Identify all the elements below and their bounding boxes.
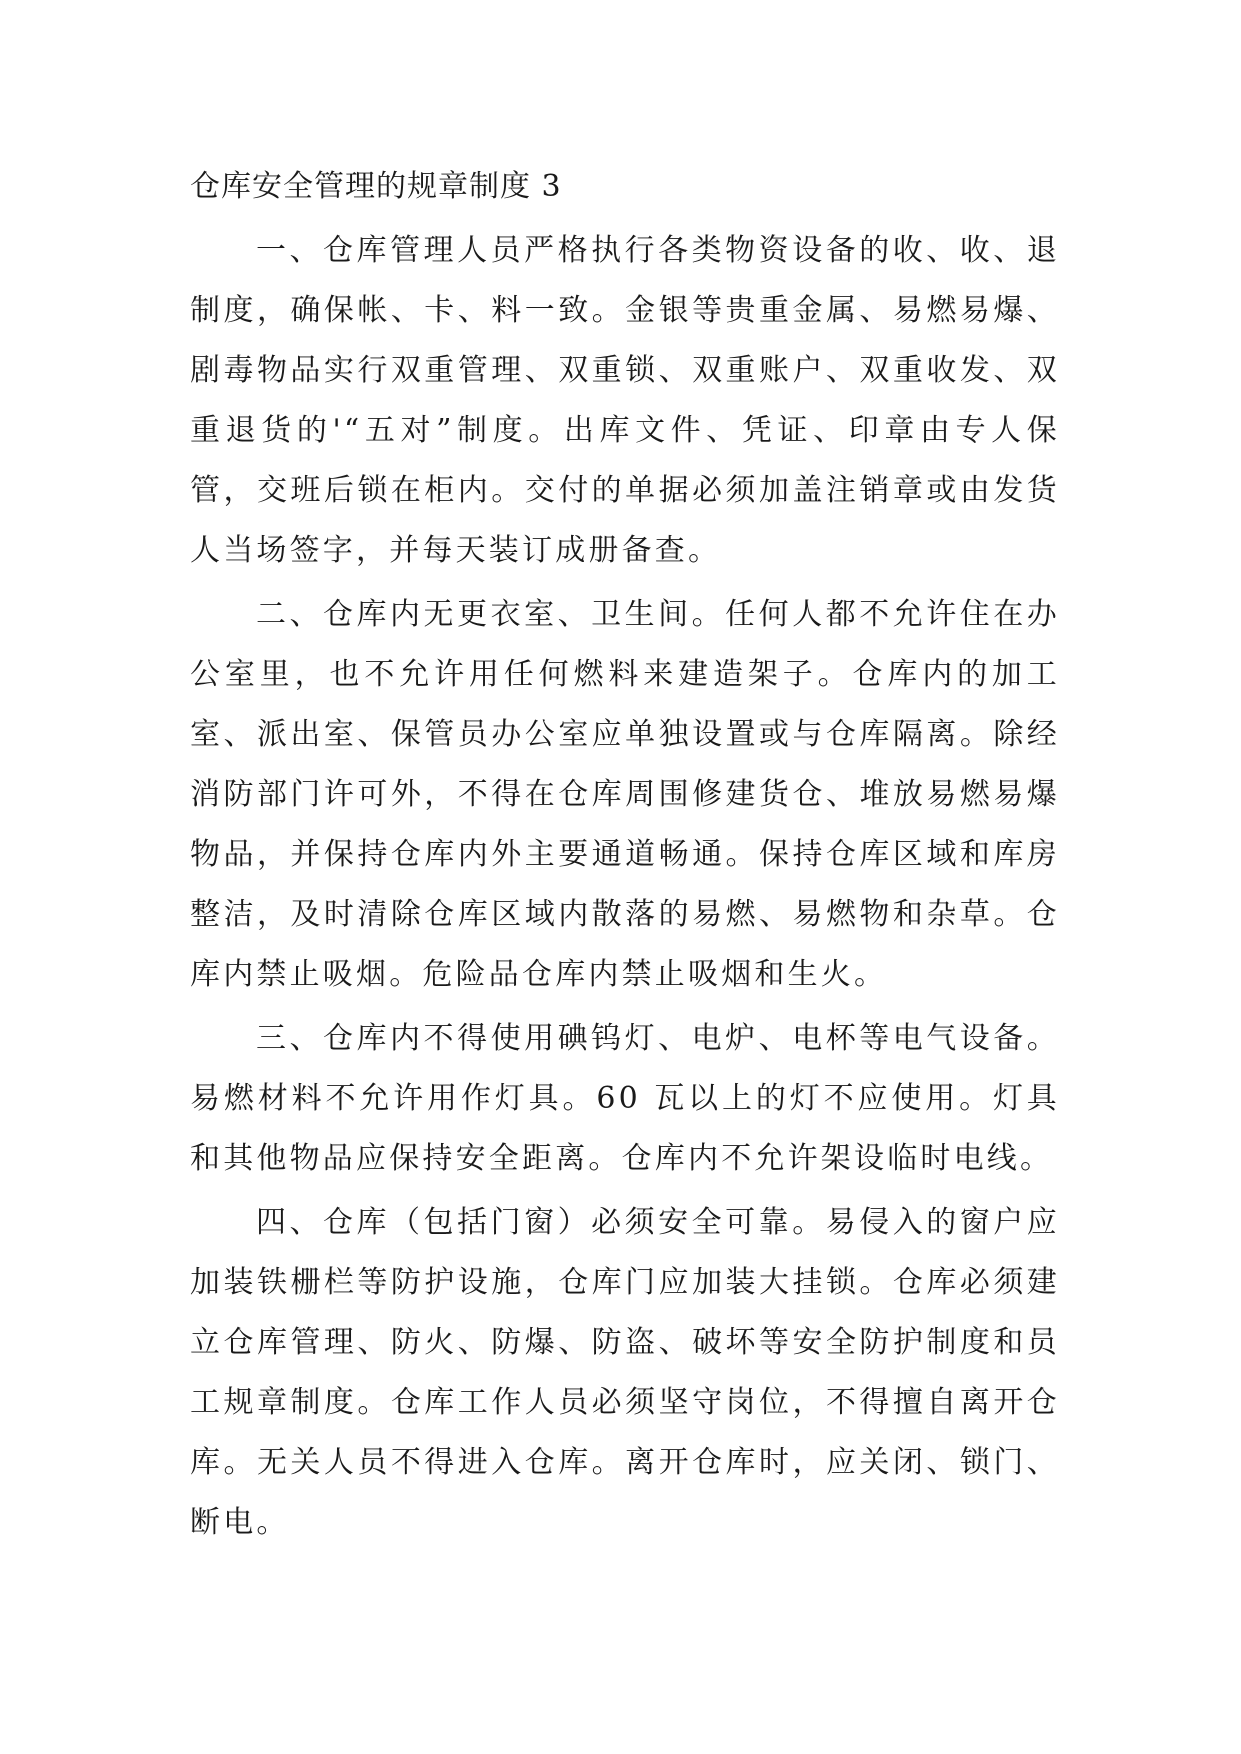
paragraph-2: 二、仓库内无更衣室、卫生间。任何人都不允许住在办公室里，也不允许用任何燃料来建造架子。仓库内的加工室、派出室、保管员办公室应单独设置或与仓库隔离。除经消防部门许可外，不得在仓库周围修建货仓、堆放易燃易爆物品，并保持仓库内外主要通道畅通。保持仓库区域和库房整洁，及时清除仓库区域内散落的易燃、易燃物和杂草。仓库内禁止吸烟。危险品仓库内禁止吸烟和生火。 <box>190 597 1060 992</box>
paragraph-4: 四、仓库（包括门窗）必须安全可靠。易侵入的窗户应加装铁栅栏等防护设施，仓库门应加装大挂锁。仓库必须建立仓库管理、防火、防爆、防盗、破坏等安全防护制度和员工规章制度。仓库工作人员必须坚守岗位，不得擅自离开仓库。无关人员不得进入仓库。离开仓库时，应关闭、锁门、断电。 <box>190 1205 1060 1540</box>
document-title: 仓库安全管理的规章制度 3 <box>190 169 562 204</box>
paragraph-3: 三、仓库内不得使用碘钨灯、电炉、电杯等电气设备。易燃材料不允许用作灯具。60 瓦以上的灯不应使用。灯具和其他物品应保持安全距离。仓库内不允许架设临时电线。 <box>190 1021 1060 1176</box>
document-body <box>190 157 1060 1557</box>
paragraph-1: 一、仓库管理人员严格执行各类物资设备的收、收、退制度，确保帐、卡、料一致。金银等贵重金属、易燃易爆、剧毒物品实行双重管理、双重锁、双重账户、双重收发、双重退货的'“五对”制度。出库文件、凭证、印章由专人保管，交班后锁在柜内。交付的单据必须加盖注销章或由发货人当场签字，并每天装订成册备查。 <box>190 233 1060 568</box>
